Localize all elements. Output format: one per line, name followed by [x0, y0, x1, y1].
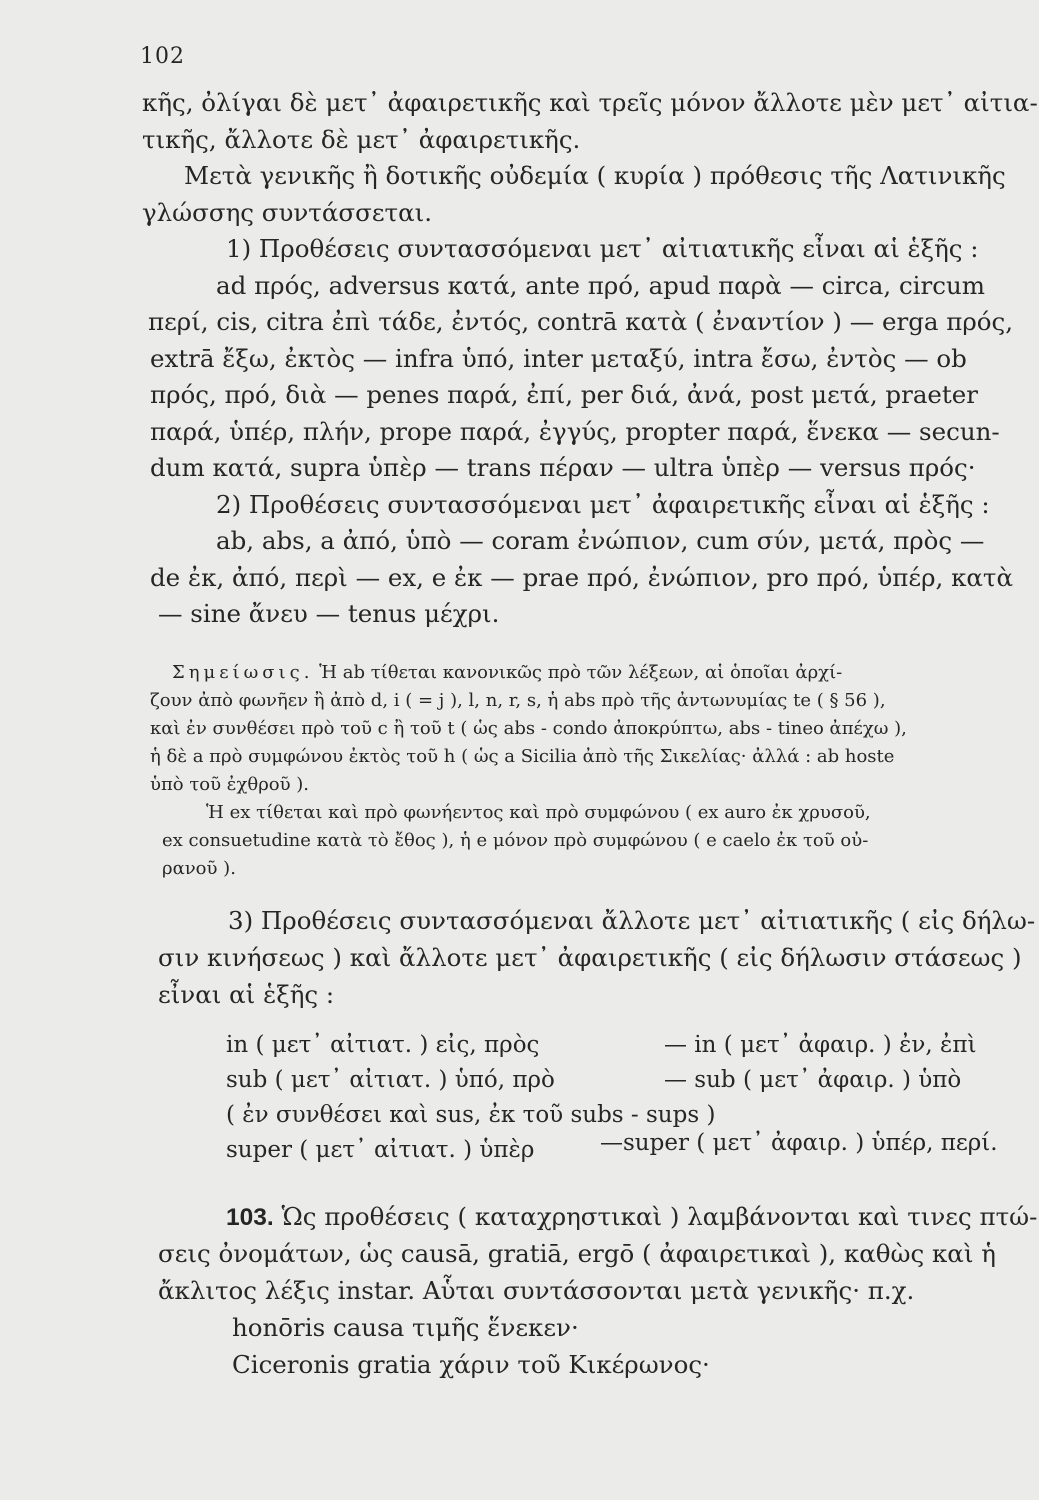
text-line: 2) Προθέσεις συντασσόμεναι μετ᾽ ἀφαιρετικῆς εἶναι αἱ ἑξῆς : — [216, 490, 990, 519]
table-cell-right: — in ( μετ᾽ ἀφαιρ. ) ἐν, ἐπὶ — [664, 1032, 977, 1058]
note-line: ὑπὸ τοῦ ἐχθροῦ ). — [150, 774, 310, 795]
note-line: ζουν ἀπὸ φωνῆεν ἢ ἀπὸ d, i ( = j ), l, n, r, s, ἡ abs πρὸ τῆς ἀντωνυμίας te ( § 56 ), — [150, 690, 886, 711]
text-line: σιν κινήσεως ) καὶ ἄλλοτε μετ᾽ ἀφαιρετικῆς ( εἰς δήλωσιν στάσεως ) — [158, 943, 1022, 972]
page-number: 102 — [140, 44, 185, 69]
text-line: dum κατά, supra ὑπὲρ — trans πέραν — ultra ὑπὲρ — versus πρός· — [150, 453, 976, 482]
example-line: Ciceronis gratia χάριν τοῦ Κικέρωνος· — [232, 1350, 710, 1379]
text-line: extrā ἔξω, ἐκτὸς — infra ὑπό, inter μεταξύ, intra ἔσω, ἐντὸς — ob — [150, 344, 967, 373]
text-line: γλώσσης συντάσσεται. — [142, 198, 433, 227]
text-line: περί, cis, citra ἐπὶ τάδε, ἐντός, contrā κατὰ ( ἐναντίον ) — erga πρός, — [148, 307, 1014, 336]
note-text: Ἡ ab τίθεται κανονικῶς πρὸ τῶν λέξεων, αἱ ὁποῖαι ἀρχί- — [319, 662, 843, 683]
text-line: ἄκλιτος λέξις instar. Αὗται συντάσσονται μετὰ γενικῆς· π.χ. — [158, 1276, 915, 1305]
note-label: Σημείωσις. — [172, 662, 314, 683]
table-cell-right: — sub ( μετ᾽ ἀφαιρ. ) ὑπὸ — [664, 1067, 962, 1093]
note-first-line — [172, 662, 842, 684]
section-103-first-line — [226, 1202, 1037, 1232]
note-line: καὶ ἐν συνθέσει πρὸ τοῦ c ἢ τοῦ t ( ὡς abs - condo ἀποκρύπτω, abs - tineo ἀπέχω ), — [150, 718, 907, 739]
note-line: ἡ δὲ a πρὸ συμφώνου ἐκτὸς τοῦ h ( ὡς a Sicilia ἀπὸ τῆς Σικελίας· ἀλλά : ab hoste — [150, 746, 895, 767]
text-line: 3) Προθέσεις συντασσόμεναι ἄλλοτε μετ᾽ αἰτιατικῆς ( εἰς δήλω- — [228, 906, 1036, 935]
note-line: ρανοῦ ). — [162, 858, 236, 879]
text-line: — sine ἄνευ — tenus μέχρι. — [158, 599, 500, 628]
text-line: Μετὰ γενικῆς ἢ δοτικῆς οὐδεμία ( κυρία ) πρόθεσις τῆς Λατινικῆς — [184, 161, 1006, 190]
note-line: Ἡ ex τίθεται καὶ πρὸ φωνήεντος καὶ πρὸ συμφώνου ( ex auro ἐκ χρυσοῦ, — [206, 802, 871, 823]
text-line: πρός, πρό, διὰ — penes παρά, ἐπί, per διά, ἀνά, post μετά, praeter — [150, 380, 978, 409]
note-line: ex consuetudine κατὰ τὸ ἔθος ), ἡ e μόνον πρὸ συμφώνου ( e caelo ἐκ τοῦ οὐ- — [162, 830, 869, 851]
text-line: τικῆς, ἄλλοτε δὲ μετ᾽ ἀφαιρετικῆς. — [142, 125, 581, 154]
table-cell-left: super ( μετ᾽ αἰτιατ. ) ὑπὲρ — [226, 1137, 535, 1163]
section-number: 103. — [226, 1204, 274, 1231]
text-line: κῆς, ὀλίγαι δὲ μετ᾽ ἀφαιρετικῆς καὶ τρεῖς μόνον ἄλλοτε μὲν μετ᾽ αἰτια- — [142, 88, 1038, 117]
table-cell-left: ( ἐν συνθέσει καὶ sus, ἐκ τοῦ subs - sups ) — [226, 1102, 716, 1128]
text-line: ad πρός, adversus κατά, ante πρό, apud παρὰ — circa, circum — [216, 271, 985, 300]
text-line: εἶναι αἱ ἑξῆς : — [158, 980, 335, 1009]
section-text: Ὡς προθέσεις ( καταχρηστικαὶ ) λαμβάνονται καὶ τινες πτώ- — [281, 1202, 1038, 1231]
text-line: de ἐκ, ἀπό, περὶ — ex, e ἐκ — prae πρό, ἐνώπιον, pro πρό, ὑπέρ, κατὰ — [150, 563, 1014, 592]
table-cell-right: —super ( μετ᾽ ἀφαιρ. ) ὑπέρ, περί. — [600, 1130, 998, 1156]
text-line: ab, abs, a ἀπό, ὑπὸ — coram ἐνώπιον, cum σύν, μετά, πρὸς — — [216, 526, 985, 555]
text-line: παρά, ὑπέρ, πλήν, prope παρά, ἐγγύς, propter παρά, ἕνεκα — secun- — [150, 417, 1000, 446]
table-cell-left: sub ( μετ᾽ αἰτιατ. ) ὑπό, πρὸ — [226, 1067, 555, 1093]
example-line: honōris causa τιμῆς ἕνεκεν· — [232, 1313, 579, 1342]
text-line: 1) Προθέσεις συντασσόμεναι μετ᾽ αἰτιατικῆς εἶναι αἱ ἑξῆς : — [226, 234, 979, 263]
table-cell-left: in ( μετ᾽ αἰτιατ. ) εἰς, πρὸς — [226, 1032, 540, 1058]
text-line: σεις ὀνομάτων, ὡς causā, gratiā, ergō ( ἀφαιρετικαὶ ), καθὼς καὶ ἡ — [158, 1239, 996, 1268]
